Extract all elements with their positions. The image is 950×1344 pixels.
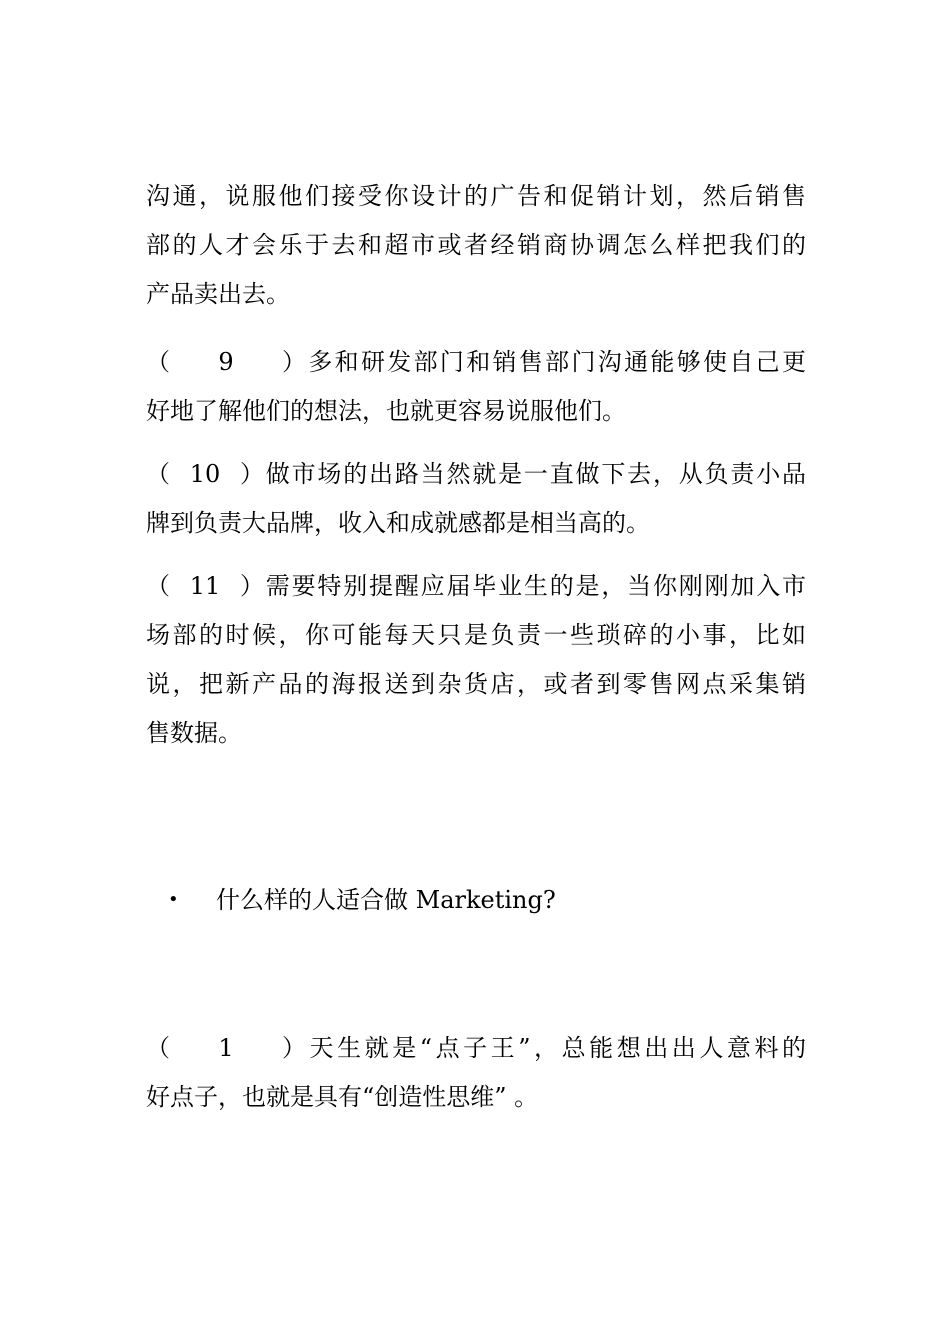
item-text: 多和研发部门和销售部门沟通能够使自己更 — [306, 348, 806, 376]
text-line — [146, 450, 806, 499]
text-line — [146, 338, 806, 387]
text-line: 沟通，说服他们接受你设计的广告和促销计划，然后销售 — [146, 182, 806, 210]
bullet-icon: • — [168, 889, 179, 910]
text-line: 场部的时候，你可能每天只是负责一些琐碎的小事，比如 — [146, 621, 806, 649]
paragraph-item-1 — [146, 1024, 806, 1122]
paragraph-item-10 — [146, 450, 806, 548]
paragraph-item-11 — [146, 562, 806, 758]
item-number: （9） — [146, 348, 306, 376]
paragraph-intro — [146, 172, 806, 319]
section-heading — [168, 880, 556, 920]
text-line: 好点子，也就是具有“创造性思维” 。 — [146, 1083, 539, 1111]
text-line: 牌到负责大品牌，收入和成就感都是相当高的。 — [146, 509, 650, 537]
heading-text: 什么样的人适合做 Marketing? — [216, 886, 556, 914]
paragraph-item-9 — [146, 338, 806, 436]
item-number: （10） — [146, 460, 264, 488]
item-text: 做市场的出路当然就是一直做下去，从负责小品 — [264, 460, 806, 488]
item-number: （1） — [146, 1034, 306, 1062]
item-number: （11） — [146, 572, 264, 600]
item-text: 需要特别提醒应届毕业生的是，当你刚刚加入市 — [264, 572, 806, 600]
text-line — [146, 1024, 806, 1073]
text-line — [146, 562, 806, 611]
text-line: 说，把新产品的海报送到杂货店，或者到零售网点采集销 — [146, 670, 806, 698]
item-text: 天生就是“点子王”，总能想出出人意料的 — [306, 1034, 806, 1062]
text-line: 好地了解他们的想法，也就更容易说服他们。 — [146, 397, 626, 425]
text-line: 产品卖出去。 — [146, 280, 290, 308]
text-line: 售数据。 — [146, 719, 242, 747]
text-line: 部的人才会乐于去和超市或者经销商协调怎么样把我们的 — [146, 231, 806, 259]
